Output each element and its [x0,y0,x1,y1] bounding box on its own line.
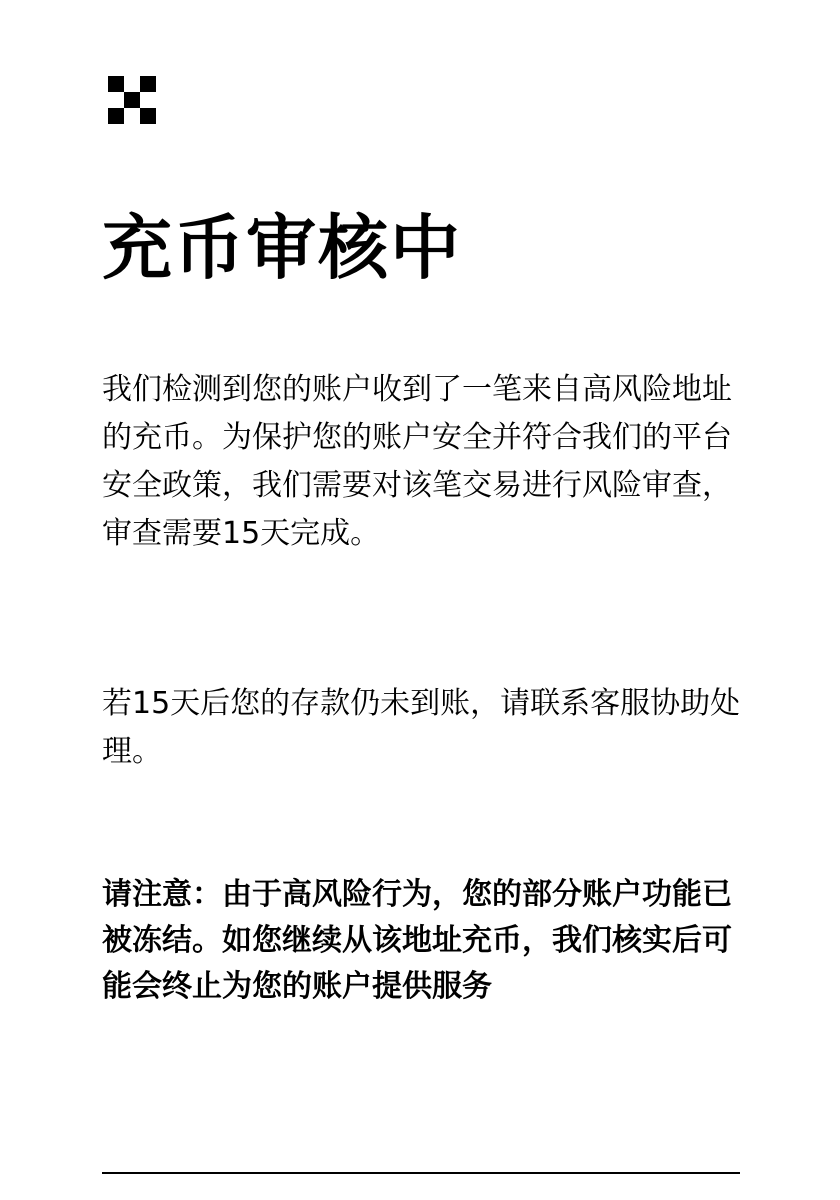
review-description: 我们检测到您的账户收到了一笔来自高风险地址的充币。为保护您的账户安全并符合我们的平台安全政策，我们需要对该笔交易进行风险审查，审查需要15天完成。 [102,372,732,551]
divider [102,1172,740,1174]
logo-square [140,108,156,124]
page-title: 充币审核中 [102,207,462,289]
logo-square [124,92,140,108]
logo-square [140,76,156,92]
warning-notice: 请注意：由于高风险行为，您的部分账户功能已被冻结。如您继续从该地址充币，我们核实后可能会终止为您的账户提供服务 [102,877,732,1004]
okx-logo-icon [108,76,156,124]
support-instruction: 若15天后您的存款仍未到账，请联系客服协助处理。 [102,686,741,769]
logo-square [108,76,124,92]
logo-square [108,108,124,124]
